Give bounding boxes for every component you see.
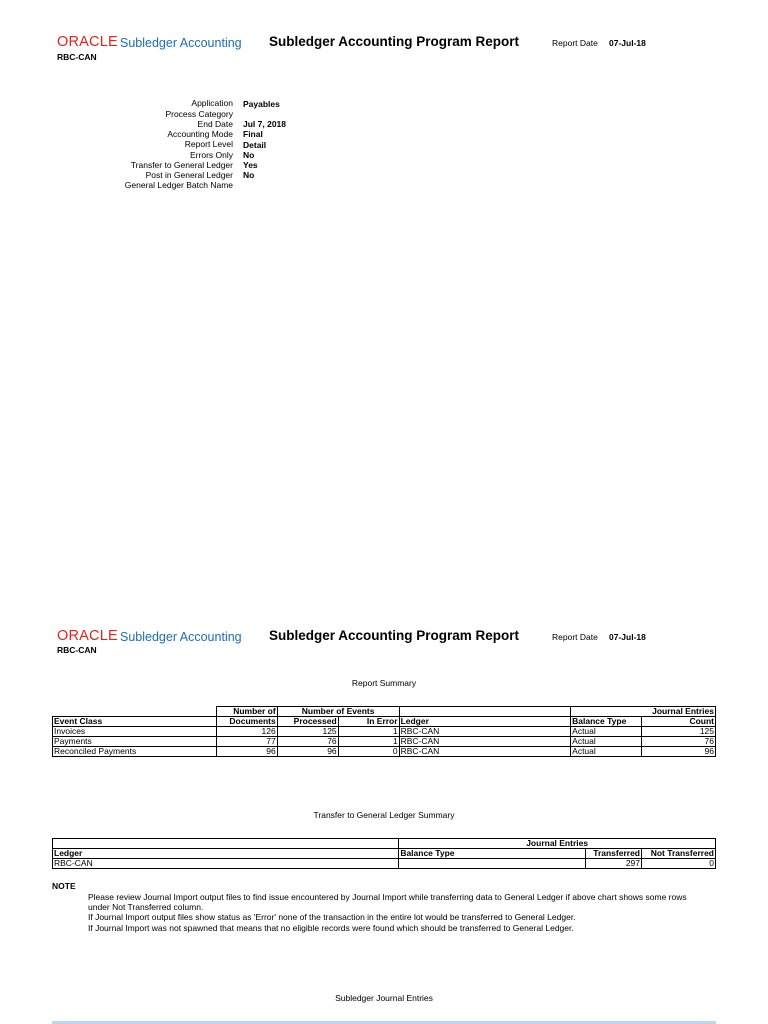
table-row [53, 727, 716, 737]
ledger-cell: RBC-CAN [399, 737, 571, 747]
page2-header [57, 627, 717, 659]
oracle-logo: ORACLE [57, 628, 118, 644]
ledger-cell: RBC-CAN [53, 859, 399, 869]
col-header-count: Count [642, 717, 716, 727]
param-value: Final [243, 129, 263, 139]
in-error-cell: 0 [338, 747, 399, 757]
param-value: Payables [243, 99, 280, 109]
col-header-journal-entries: Journal Entries [399, 839, 716, 849]
param-value: No [243, 150, 255, 160]
event-class-cell: Reconciled Payments [53, 747, 217, 757]
not-transferred-cell: 0 [642, 859, 716, 869]
param-label: Report Level [184, 139, 233, 149]
report-title: Subledger Accounting Program Report [269, 34, 520, 49]
documents-cell: 126 [216, 727, 277, 737]
journal-entries-caption: Subledger Journal Entries [335, 993, 433, 1003]
param-value: No [243, 170, 255, 180]
param-label: Accounting Mode [167, 129, 233, 139]
processed-cell: 76 [277, 737, 338, 747]
parameters-block [0, 98, 400, 198]
col-header-balance-type: Balance Type [571, 717, 642, 727]
page1-header [57, 33, 717, 65]
note-line: If Journal Import output files show status as 'Error' none of the transaction in the entire lot would be transferred to General Ledger. [88, 912, 576, 922]
product-name: Subledger Accounting [120, 630, 242, 644]
col-header-balance-type: Balance Type [399, 849, 586, 859]
report-summary-table [52, 706, 716, 757]
col-header-ledger: Ledger [53, 849, 399, 859]
param-value: Detail [243, 140, 267, 150]
ledger-cell: RBC-CAN [399, 727, 571, 737]
balance-type-cell: Actual [571, 747, 642, 757]
entity-name: RBC-CAN [57, 645, 97, 655]
documents-cell: 77 [216, 737, 277, 747]
balance-type-cell: Actual [571, 727, 642, 737]
param-value: Jul 7, 2018 [243, 119, 287, 129]
processed-cell: 125 [277, 727, 338, 737]
count-cell: 76 [642, 737, 716, 747]
table-row [53, 859, 716, 869]
table-row [53, 747, 716, 757]
table-row [53, 737, 716, 747]
event-class-cell: Invoices [53, 727, 217, 737]
in-error-cell: 1 [338, 727, 399, 737]
param-label: End Date [197, 119, 233, 129]
balance-type-cell: Actual [571, 737, 642, 747]
col-header-event-class: Event Class [53, 717, 217, 727]
note-line: under Not Transferred column. [88, 902, 204, 912]
transfer-summary-caption: Transfer to General Ledger Summary [313, 810, 455, 820]
table-header-row [53, 849, 716, 859]
report-date-label: Report Date [552, 38, 598, 48]
col-header-transferred: Transferred [586, 849, 642, 859]
col-header-processed: Processed [277, 717, 338, 727]
table-header-row [53, 717, 716, 727]
report-date-value: 07-Jul-18 [609, 632, 646, 642]
col-header-journal-entries: Journal Entries [571, 707, 716, 717]
table-header-row [53, 839, 716, 849]
col-header-not-transferred: Not Transferred [642, 849, 716, 859]
col-header-number-of-events: Number of Events [277, 707, 399, 717]
report-date-value: 07-Jul-18 [609, 38, 646, 48]
report-summary-caption: Report Summary [351, 678, 417, 688]
col-header-number-of: Number of [216, 707, 277, 717]
balance-type-cell [399, 859, 586, 869]
documents-cell: 96 [216, 747, 277, 757]
count-cell: 96 [642, 747, 716, 757]
report-title: Subledger Accounting Program Report [269, 628, 520, 643]
transferred-cell: 297 [586, 859, 642, 869]
processed-cell: 96 [277, 747, 338, 757]
entity-name: RBC-CAN [57, 52, 97, 62]
in-error-cell: 1 [338, 737, 399, 747]
oracle-logo: ORACLE [57, 34, 118, 50]
param-label: General Ledger Batch Name [124, 180, 233, 190]
count-cell: 125 [642, 727, 716, 737]
col-header-ledger: Ledger [399, 717, 571, 727]
product-name: Subledger Accounting [120, 36, 242, 50]
param-label: Post in General Ledger [145, 170, 233, 180]
param-value: Yes [243, 160, 258, 170]
ledger-cell: RBC-CAN [399, 747, 571, 757]
note-line: Please review Journal Import output files to find issue encountered by Journal Import while transferring data to General Ledger if above chart shows some rows [88, 892, 687, 902]
event-class-cell: Payments [53, 737, 217, 747]
param-label: Errors Only [190, 150, 233, 160]
report-date-label: Report Date [552, 632, 598, 642]
param-label: Transfer to General Ledger [130, 160, 233, 170]
param-label: Application [191, 98, 233, 108]
col-header-documents: Documents [216, 717, 277, 727]
table-header-row [53, 707, 716, 717]
note-title: NOTE [52, 881, 76, 891]
note-line: If Journal Import was not spawned that means that no eligible records were found which should be transferred to General Ledger. [88, 923, 574, 933]
col-header-in-error: In Error [338, 717, 399, 727]
param-label: Process Category [165, 109, 233, 119]
transfer-summary-table [52, 838, 716, 869]
